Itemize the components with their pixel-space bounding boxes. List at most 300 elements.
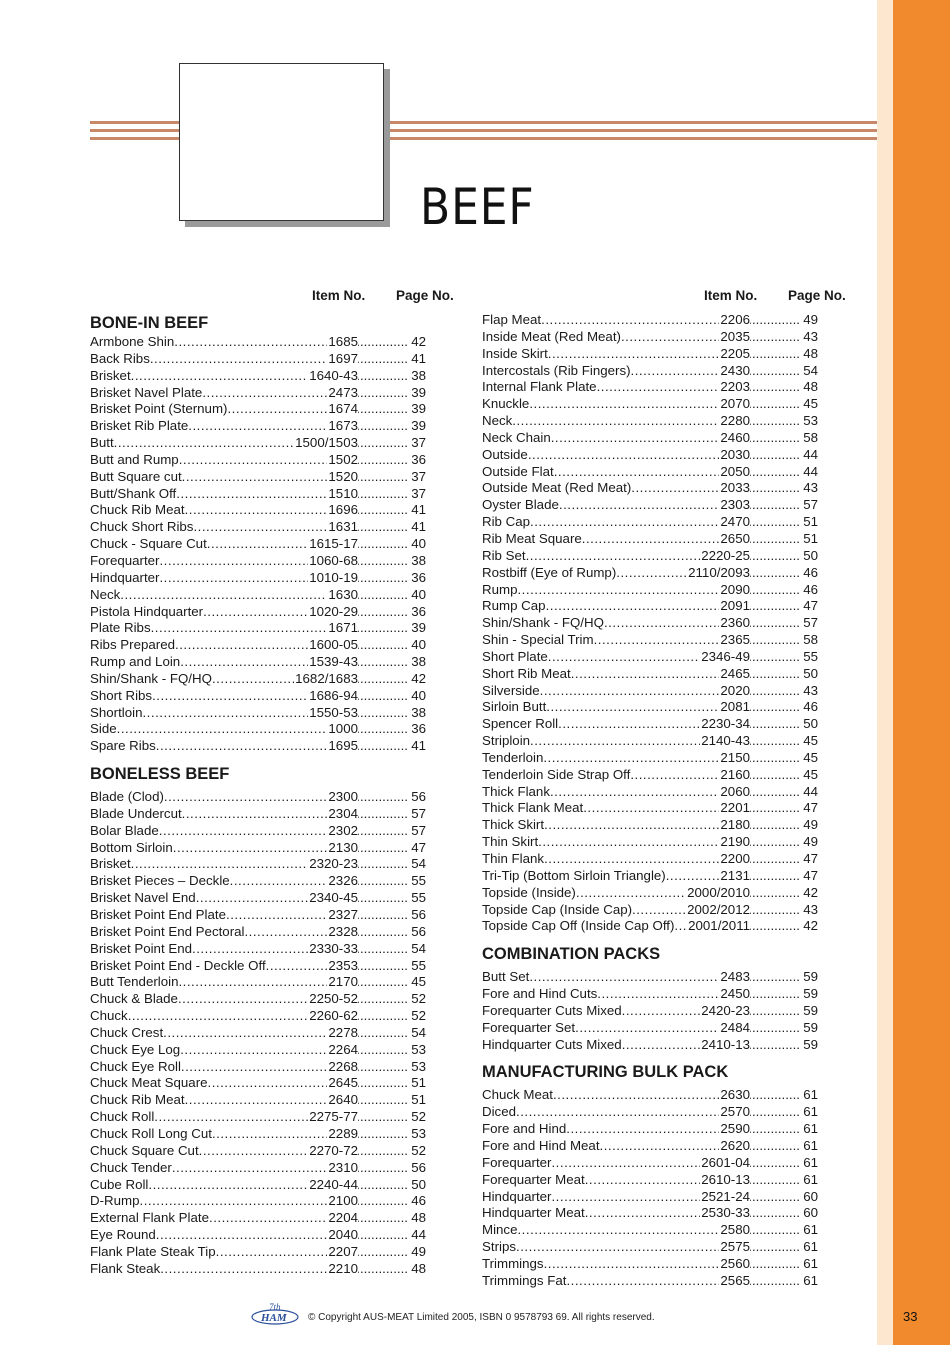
cut-name: Chuck Eye Roll [90,1058,181,1074]
dot-leader [622,1003,701,1020]
page-ref: 61 [803,1255,818,1271]
dot-leader [540,683,720,700]
item-number: 2180 [720,817,750,833]
cut-name: Oyster Blade [482,497,559,513]
dot-leader [212,1126,327,1143]
dot-leader [750,480,800,497]
cut-name: Rib Cap [482,514,531,530]
index-row [90,738,426,755]
item-number: 2205 [720,345,750,361]
dot-leader [541,312,719,329]
item-number: 2030 [720,446,750,462]
dot-leader [553,1087,719,1104]
index-row [90,637,426,654]
cut-name: Trimmings [482,1255,544,1271]
dot-leader [750,885,800,902]
index-row [90,823,426,840]
dot-leader [358,823,408,840]
item-number: 2590 [720,1121,750,1137]
item-number: 1500/1503 [295,435,358,451]
dot-leader [750,851,800,868]
dot-leader [208,1075,328,1092]
page-ref: 45 [803,396,818,412]
index-row [90,974,426,991]
dot-leader [544,1256,720,1273]
dot-leader [131,856,309,873]
dot-leader [212,671,294,688]
index-row [90,1261,426,1278]
index-row [90,401,426,418]
index-row [482,480,818,497]
dot-leader [358,1059,408,1076]
left-column [90,288,457,1278]
page-ref: 58 [803,429,818,445]
cut-name: Striploin [482,733,531,749]
item-number: 1696 [328,502,358,518]
item-number: 2300 [328,789,358,805]
dot-leader [750,447,800,464]
dot-leader [358,418,408,435]
page-ref: 43 [803,901,818,917]
dot-leader [622,1037,701,1054]
dot-leader [750,413,800,430]
page-ref: 48 [411,1260,426,1276]
dot-leader [750,1256,800,1273]
cut-name: Sirloin Butt [482,699,547,715]
dot-leader [750,1104,800,1121]
dot-leader [172,1160,328,1177]
page-ref: 52 [411,1142,426,1158]
dot-leader [750,598,800,615]
dot-leader [750,649,800,666]
index-row [90,705,426,722]
item-number: 2110/2093 [688,564,750,580]
dot-leader [529,969,719,986]
index-row [482,464,818,481]
cut-name: Silverside [482,682,540,698]
page-ref: 40 [411,637,426,653]
left-column-header [90,288,457,312]
page-ref: 45 [803,749,818,765]
cut-name: Chuck - Square Cut [90,536,207,552]
dot-leader [566,1273,719,1290]
page-ref: 44 [803,463,818,479]
index-row [482,1239,818,1256]
cut-name: Fore and Hind Meat [482,1137,600,1153]
page-ref: 37 [411,468,426,484]
dot-leader [750,1121,800,1138]
item-number: 2303 [720,497,750,513]
dot-leader [358,840,408,857]
cut-name: Fore and Hind [482,1121,567,1137]
dot-leader [516,1104,719,1121]
dot-leader [358,941,408,958]
dot-leader [358,1261,408,1278]
cut-name: Fore and Hind Cuts [482,986,598,1002]
cut-name: Brisket Point End - Deckle Off [90,957,266,973]
dot-leader [750,632,800,649]
page-ref: 61 [803,1104,818,1120]
dot-leader [750,1273,800,1290]
cut-name: Inside Meat (Red Meat) [482,328,621,344]
dot-leader [192,941,308,958]
dot-leader [526,548,701,565]
index-row [90,587,426,604]
page-ref: 42 [803,884,818,900]
item-number: 1631 [328,519,358,535]
cut-name: Neck [482,413,513,429]
index-row [90,1160,426,1177]
item-number: 2645 [328,1075,358,1091]
dot-leader [358,401,408,418]
index-row [482,868,818,885]
index-row [482,1020,818,1037]
dot-leader [750,834,800,851]
cut-name: Blade (Clod) [90,789,164,805]
page-ref: 49 [803,312,818,327]
index-row [482,716,818,733]
page-no-header: Page No. [788,288,846,303]
cut-name: Bottom Sirloin [90,839,173,855]
page-ref: 44 [411,1227,426,1243]
cut-name: Eye Round [90,1227,156,1243]
cut-name: Hindquarter Meat [482,1205,585,1221]
dot-leader [358,1143,408,1160]
page-ref: 59 [803,969,818,985]
dot-leader [142,705,308,722]
page-ref: 61 [803,1222,818,1238]
item-number: 2001/2011 [688,918,750,934]
item-number: 2610-13 [701,1171,750,1187]
item-number: 2050 [720,463,750,479]
index-row [90,452,426,469]
index-row [482,497,818,514]
dot-leader [750,1239,800,1256]
item-no-header: Item No. [312,288,366,303]
page-ref: 61 [803,1171,818,1187]
page-ref: 54 [411,940,426,956]
item-number: 2240-44 [309,1176,358,1192]
cut-name: Thin Flank [482,851,545,866]
page-ref: 40 [411,536,426,552]
dot-leader [358,553,408,570]
index-row [482,986,818,1003]
item-number: 1630 [328,586,358,602]
page-ref: 38 [411,367,426,383]
page-ref: 57 [803,615,818,631]
copyright-text: © Copyright AUS-MEAT Limited 2005, ISBN 0 9578793 69. All rights reserved. [308,1312,655,1323]
cut-name: Chuck & Blade [90,991,178,1007]
index-row [482,1256,818,1273]
cut-name: Thick Skirt [482,817,545,833]
cut-name: Chuck Meat Square [90,1075,208,1091]
dot-leader [750,817,800,834]
item-number: 2203 [720,379,750,395]
cut-name: Flap Meat [482,312,542,327]
index-row [90,418,426,435]
item-number: 2430 [720,362,750,378]
left-sections [90,312,457,1278]
right-sections [482,312,849,1290]
item-number: 1550-53 [309,704,358,720]
item-number: 2570 [720,1104,750,1120]
page-ref: 58 [803,632,818,648]
dot-leader [358,519,408,536]
cut-name: Side [90,721,117,737]
page-ref: 60 [803,1188,818,1204]
dot-leader [571,666,720,683]
dot-leader [516,1239,719,1256]
dot-leader [750,379,800,396]
dot-leader [203,604,308,621]
dot-leader [543,750,719,767]
section-title: COMBINATION PACKS [482,945,661,964]
page-ref: 59 [803,986,818,1002]
index-row [90,1143,426,1160]
dot-leader [160,1261,327,1278]
index-row [482,1003,818,1020]
index-row [90,486,426,503]
page-ref: 56 [411,907,426,922]
dot-leader [176,486,327,503]
index-row [482,430,818,447]
dot-leader [209,1210,327,1227]
dot-leader [550,784,719,801]
dot-leader [151,620,328,637]
cut-name: Chuck Meat [482,1087,553,1103]
dot-leader [566,1121,719,1138]
dot-leader [185,1092,328,1109]
index-row [482,1037,818,1054]
cut-name: Pistola Hindquarter [90,603,204,619]
index-row [482,582,818,599]
page-ref: 61 [803,1154,818,1170]
dot-leader [750,1205,800,1222]
cut-name: Intercostals (Rib Fingers) [482,362,631,378]
dot-leader [358,368,408,385]
dot-leader [558,716,700,733]
page-ref: 57 [411,805,426,821]
dot-leader [180,654,308,671]
cut-name: Rostbiff (Eye of Rump) [482,564,617,580]
item-number: 1520 [328,468,358,484]
dot-leader [616,565,687,582]
dot-leader [750,666,800,683]
item-number: 2640 [328,1092,358,1108]
page-ref: 51 [411,1092,426,1108]
dot-leader [750,565,800,582]
item-number: 2630 [720,1087,750,1103]
index-row [90,671,426,688]
page-ref: 61 [803,1137,818,1153]
dot-leader [632,902,686,919]
item-number: 2340-45 [309,890,358,906]
index-row [90,604,426,621]
dot-leader [358,1092,408,1109]
page-ref: 36 [411,603,426,619]
cut-name: Butt Square cut [90,468,182,484]
page-ref: 53 [411,1058,426,1074]
cut-name: Internal Flank Plate [482,379,597,395]
page-ref: 55 [803,648,818,664]
dot-leader [358,587,408,604]
item-number: 1600-05 [309,637,358,653]
dot-leader [358,486,408,503]
item-number: 2081 [720,699,750,715]
dot-leader [173,840,328,857]
cut-name: Brisket [90,367,131,383]
cut-name: Hindquarter [90,569,160,585]
cut-name: Flank Steak [90,1260,161,1276]
dot-leader [358,1160,408,1177]
page-ref: 47 [803,800,818,816]
item-number: 2310 [328,1159,358,1175]
item-number: 2483 [720,969,750,985]
dot-leader [358,856,408,873]
item-number: 2040 [328,1227,358,1243]
index-row [90,1042,426,1059]
index-row [482,598,818,615]
dot-leader [226,907,327,924]
page-ref: 38 [411,654,426,670]
page-ref: 54 [411,1024,426,1040]
item-number: 1539-43 [309,654,358,670]
cut-name: Diced [482,1104,516,1120]
index-row [90,1177,426,1194]
index-row [482,396,818,413]
cut-name: Butt and Rump [90,451,179,467]
dot-leader [140,1193,328,1210]
dot-leader [150,351,328,368]
page-ref: 41 [411,350,426,366]
cut-name: Rib Set [482,547,526,563]
item-number: 2470 [720,514,750,530]
index-row [482,1104,818,1121]
page-ref: 38 [411,704,426,720]
item-number: 2270-72 [309,1142,358,1158]
dot-leader [180,1042,327,1059]
dot-leader [163,1025,327,1042]
page-ref: 37 [411,485,426,501]
index-row [482,817,818,834]
dot-leader [585,1172,700,1189]
dot-leader [750,868,800,885]
dot-leader [148,1177,308,1194]
dot-leader [597,379,720,396]
index-row [90,991,426,1008]
page-number: 33 [903,1309,918,1324]
dot-leader [594,632,720,649]
item-number: 2521-24 [701,1188,750,1204]
item-no-header: Item No. [704,288,758,303]
dot-leader [358,789,408,806]
cut-name: External Flank Plate [90,1210,209,1226]
index-row [90,856,426,873]
index-row [90,502,426,519]
index-row [482,531,818,548]
dot-leader [750,969,800,986]
dot-leader [750,716,800,733]
item-number: 1695 [328,738,358,754]
dot-leader [529,396,719,413]
page-ref: 59 [803,1002,818,1018]
index-row [482,1273,818,1290]
dot-leader [358,958,408,975]
dot-leader [358,604,408,621]
item-number: 2210 [328,1260,358,1276]
dot-leader [358,334,408,351]
page-ref: 50 [803,547,818,563]
cut-name: Chuck Crest [90,1024,164,1040]
cut-name: Thick Flank Meat [482,800,584,816]
cut-name: Neck Chain [482,429,551,445]
dot-leader [358,452,408,469]
dot-leader [178,991,308,1008]
dot-leader [178,974,327,991]
dot-leader [358,924,408,941]
index-row [90,941,426,958]
page-ref: 50 [803,716,818,732]
item-number: 2580 [720,1222,750,1238]
index-row [482,649,818,666]
item-number: 2250-52 [309,991,358,1007]
index-row [90,368,426,385]
cut-name: Butt Tenderloin [90,974,179,990]
cut-name: Butt/Shank Off [90,485,177,501]
dot-leader [544,851,719,868]
dot-leader [551,1155,700,1172]
dot-leader [750,615,800,632]
page-ref: 56 [411,923,426,939]
dot-leader [358,974,408,991]
dot-leader [750,548,800,565]
dot-leader [174,334,327,351]
orange-sidebar [893,0,950,1345]
cut-name: Short Plate [482,648,548,664]
dot-leader [128,1008,308,1025]
logo-top-text: 7th [269,1302,281,1312]
dot-leader [559,497,720,514]
item-number: 2200 [720,851,750,866]
cut-name: Shin - Special Trim [482,632,594,648]
cut-name: Shortloin [90,704,143,720]
index-row [482,666,818,683]
index-row [90,1092,426,1109]
index-row [482,683,818,700]
item-number: 2070 [720,396,750,412]
cut-name: Forequarter Set [482,1019,576,1035]
dot-leader [538,834,719,851]
dot-leader [546,598,720,615]
index-row [482,312,818,329]
index-row [482,851,818,868]
cut-name: Brisket Point End [90,940,192,956]
sidebar-light-strip [877,0,893,1345]
dot-leader [358,1177,408,1194]
index-row [90,1008,426,1025]
index-row [90,469,426,486]
dot-leader [152,688,308,705]
item-number: 2327 [328,907,358,922]
index-row [482,800,818,817]
dot-leader [358,351,408,368]
page-ref: 61 [803,1087,818,1103]
index-row [90,620,426,637]
item-number: 2207 [328,1243,358,1259]
dot-leader [230,873,328,890]
page-ref: 61 [803,1272,818,1288]
index-row [90,570,426,587]
